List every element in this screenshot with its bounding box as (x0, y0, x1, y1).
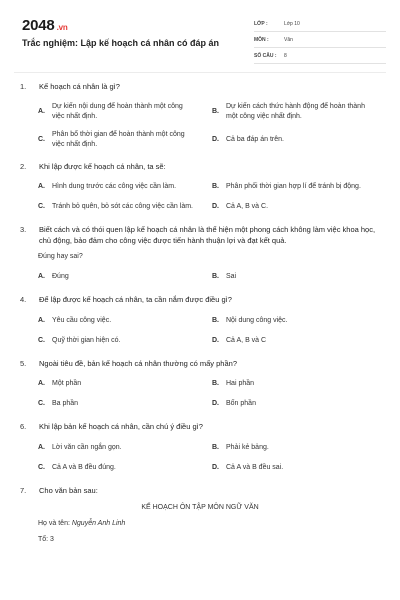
question-text: Cho văn bản sau: (39, 485, 98, 495)
quiz-meta (254, 16, 386, 64)
question-text: Khi lập bản kế hoạch cá nhân, cần chú ý điều gì? (39, 422, 203, 431)
option-letter: B. (212, 443, 219, 451)
option-text: Đúng (52, 273, 69, 280)
question-list (14, 76, 386, 547)
option-b[interactable] (212, 271, 386, 283)
options (14, 378, 386, 418)
option-letter: A. (38, 273, 45, 280)
option-b[interactable] (212, 181, 386, 193)
option-c[interactable] (38, 201, 212, 213)
option-text: Cả A, B và C. (226, 203, 269, 210)
option-text: Yêu cầu công việc. (52, 316, 112, 324)
site-logo[interactable] (22, 17, 68, 34)
question-7 (14, 486, 386, 548)
option-d[interactable] (212, 398, 386, 410)
question-1 (14, 82, 386, 160)
meta-value: Lớp 10 (284, 20, 300, 27)
option-text: Cả A và B đều đúng. (52, 463, 116, 471)
name-line (14, 519, 386, 529)
question-number: 6. (20, 422, 27, 431)
option-d[interactable] (212, 201, 386, 213)
options (14, 102, 386, 158)
meta-subject (254, 32, 386, 48)
option-letter: C. (38, 135, 45, 143)
option-d[interactable] (212, 130, 386, 150)
question-subtext: Đúng hay sai? (38, 253, 83, 260)
page-title: Trắc nghiệm: Lập kế hoạch cá nhân có đáp án (22, 38, 220, 48)
question-text: Ngoài tiêu đề, bản kế hoạch cá nhân thường có mấy phần? (39, 358, 237, 368)
option-text: Tránh bỏ quên, bỏ sót các công việc cần làm. (52, 203, 193, 210)
option-letter: B. (212, 273, 219, 280)
option-text: Nội dung công việc. (226, 316, 288, 324)
options (14, 181, 386, 221)
question-number: 4. (20, 295, 27, 304)
option-d[interactable] (212, 462, 386, 474)
option-text: Phải kẻ bảng. (226, 443, 269, 451)
question-text: Để lập được kế hoạch cá nhân, ta cần nắm được điều gì? (39, 295, 232, 304)
option-letter: A. (38, 316, 45, 324)
question-text: Khi lập được kế hoạch cá nhân, ta sẽ: (39, 161, 166, 171)
question-2 (14, 162, 386, 224)
question-number: 1. (20, 82, 27, 91)
option-letter: B. (212, 316, 219, 324)
question-6 (14, 422, 386, 484)
option-text: Lời văn cần ngắn gọn. (52, 443, 122, 451)
option-a[interactable] (38, 102, 212, 122)
logo-suffix: .vn (56, 23, 68, 32)
option-d[interactable] (212, 335, 386, 347)
option-c[interactable] (38, 462, 212, 474)
meta-class (254, 16, 386, 32)
option-text: Sai (226, 273, 237, 280)
logo-text: 2048 (22, 17, 55, 34)
option-letter: B. (212, 380, 219, 387)
option-c[interactable] (38, 398, 212, 410)
option-letter: A. (38, 380, 45, 387)
options (14, 315, 386, 355)
meta-key: LỚP : (254, 20, 268, 27)
option-a[interactable] (38, 271, 212, 283)
option-text: Hai phần (226, 380, 255, 387)
option-text: Một phần (52, 380, 82, 387)
meta-value: Văn (284, 36, 293, 43)
option-b[interactable] (212, 442, 386, 454)
option-a[interactable] (38, 442, 212, 454)
option-letter: D. (212, 400, 219, 407)
question-5 (14, 359, 386, 421)
page-header (14, 12, 386, 64)
question-number: 3. (20, 225, 27, 234)
option-letter: B. (212, 183, 219, 190)
option-text: Quỹ thời gian hiện có. (52, 336, 121, 344)
question-number: 5. (20, 358, 27, 368)
option-a[interactable] (38, 315, 212, 327)
option-text: Cả A và B đều sai. (226, 463, 284, 471)
option-letter: D. (212, 203, 219, 210)
option-b[interactable] (212, 378, 386, 390)
options (14, 271, 386, 291)
option-text: Dự kiến nội dung để hoàn thành một công việc nhất định. (52, 102, 183, 120)
meta-key: SỐ CÂU : (254, 52, 277, 59)
option-a[interactable] (38, 181, 212, 193)
meta-count (254, 48, 386, 64)
name-label: Họ và tên: (38, 520, 72, 527)
option-b[interactable] (212, 315, 386, 327)
option-letter: C. (38, 400, 45, 407)
meta-key: MÔN : (254, 36, 269, 43)
option-c[interactable] (38, 130, 212, 150)
option-letter: C. (38, 463, 45, 471)
question-number: 2. (20, 161, 27, 171)
option-letter: D. (212, 135, 219, 143)
option-b[interactable] (212, 102, 386, 122)
meta-value: 8 (284, 52, 287, 59)
question-4 (14, 295, 386, 357)
question-text: Biết cách và có thói quen lập kế hoạch cá nhân là thể hiện một phong cách không làm việc khoa học, chủ động, bảo đảm cho công việc được tiến hành thuận lợi và đạt kết quả. (39, 225, 376, 245)
option-text: Cả A, B và C (226, 336, 267, 344)
option-letter: C. (38, 203, 45, 210)
option-text: Dự kiến cách thức hành động để hoàn thành một công việc nhất định. (226, 102, 365, 120)
question-3 (14, 225, 386, 293)
document-title: KẾ HOẠCH ÔN TẬP MÔN NGỮ VĂN (141, 504, 259, 511)
option-text: Phân bổ thời gian để hoàn thành một công việc nhất định. (52, 130, 185, 148)
option-letter: A. (38, 183, 45, 190)
option-letter: D. (212, 336, 219, 344)
question-number: 7. (20, 485, 27, 495)
option-c[interactable] (38, 335, 212, 347)
option-text: Bốn phần (226, 400, 256, 407)
question-text: Kế hoạch cá nhân là gì? (39, 82, 120, 91)
option-a[interactable] (38, 378, 212, 390)
option-letter: D. (212, 463, 219, 471)
option-text: Phân phối thời gian hợp lí để tránh bị động. (226, 183, 361, 190)
options (14, 442, 386, 482)
name-value: Nguyễn Anh Linh (71, 520, 126, 527)
option-letter: A. (38, 107, 45, 115)
option-text: Cả ba đáp án trên. (226, 135, 284, 143)
header-divider (14, 72, 386, 73)
group-line: Tổ: 3 (38, 536, 54, 543)
option-letter: B. (212, 107, 219, 115)
option-text: Hình dung trước các công việc cần làm. (52, 183, 177, 190)
option-text: Ba phần (52, 400, 79, 407)
option-letter: C. (38, 336, 45, 344)
option-letter: A. (38, 443, 45, 451)
